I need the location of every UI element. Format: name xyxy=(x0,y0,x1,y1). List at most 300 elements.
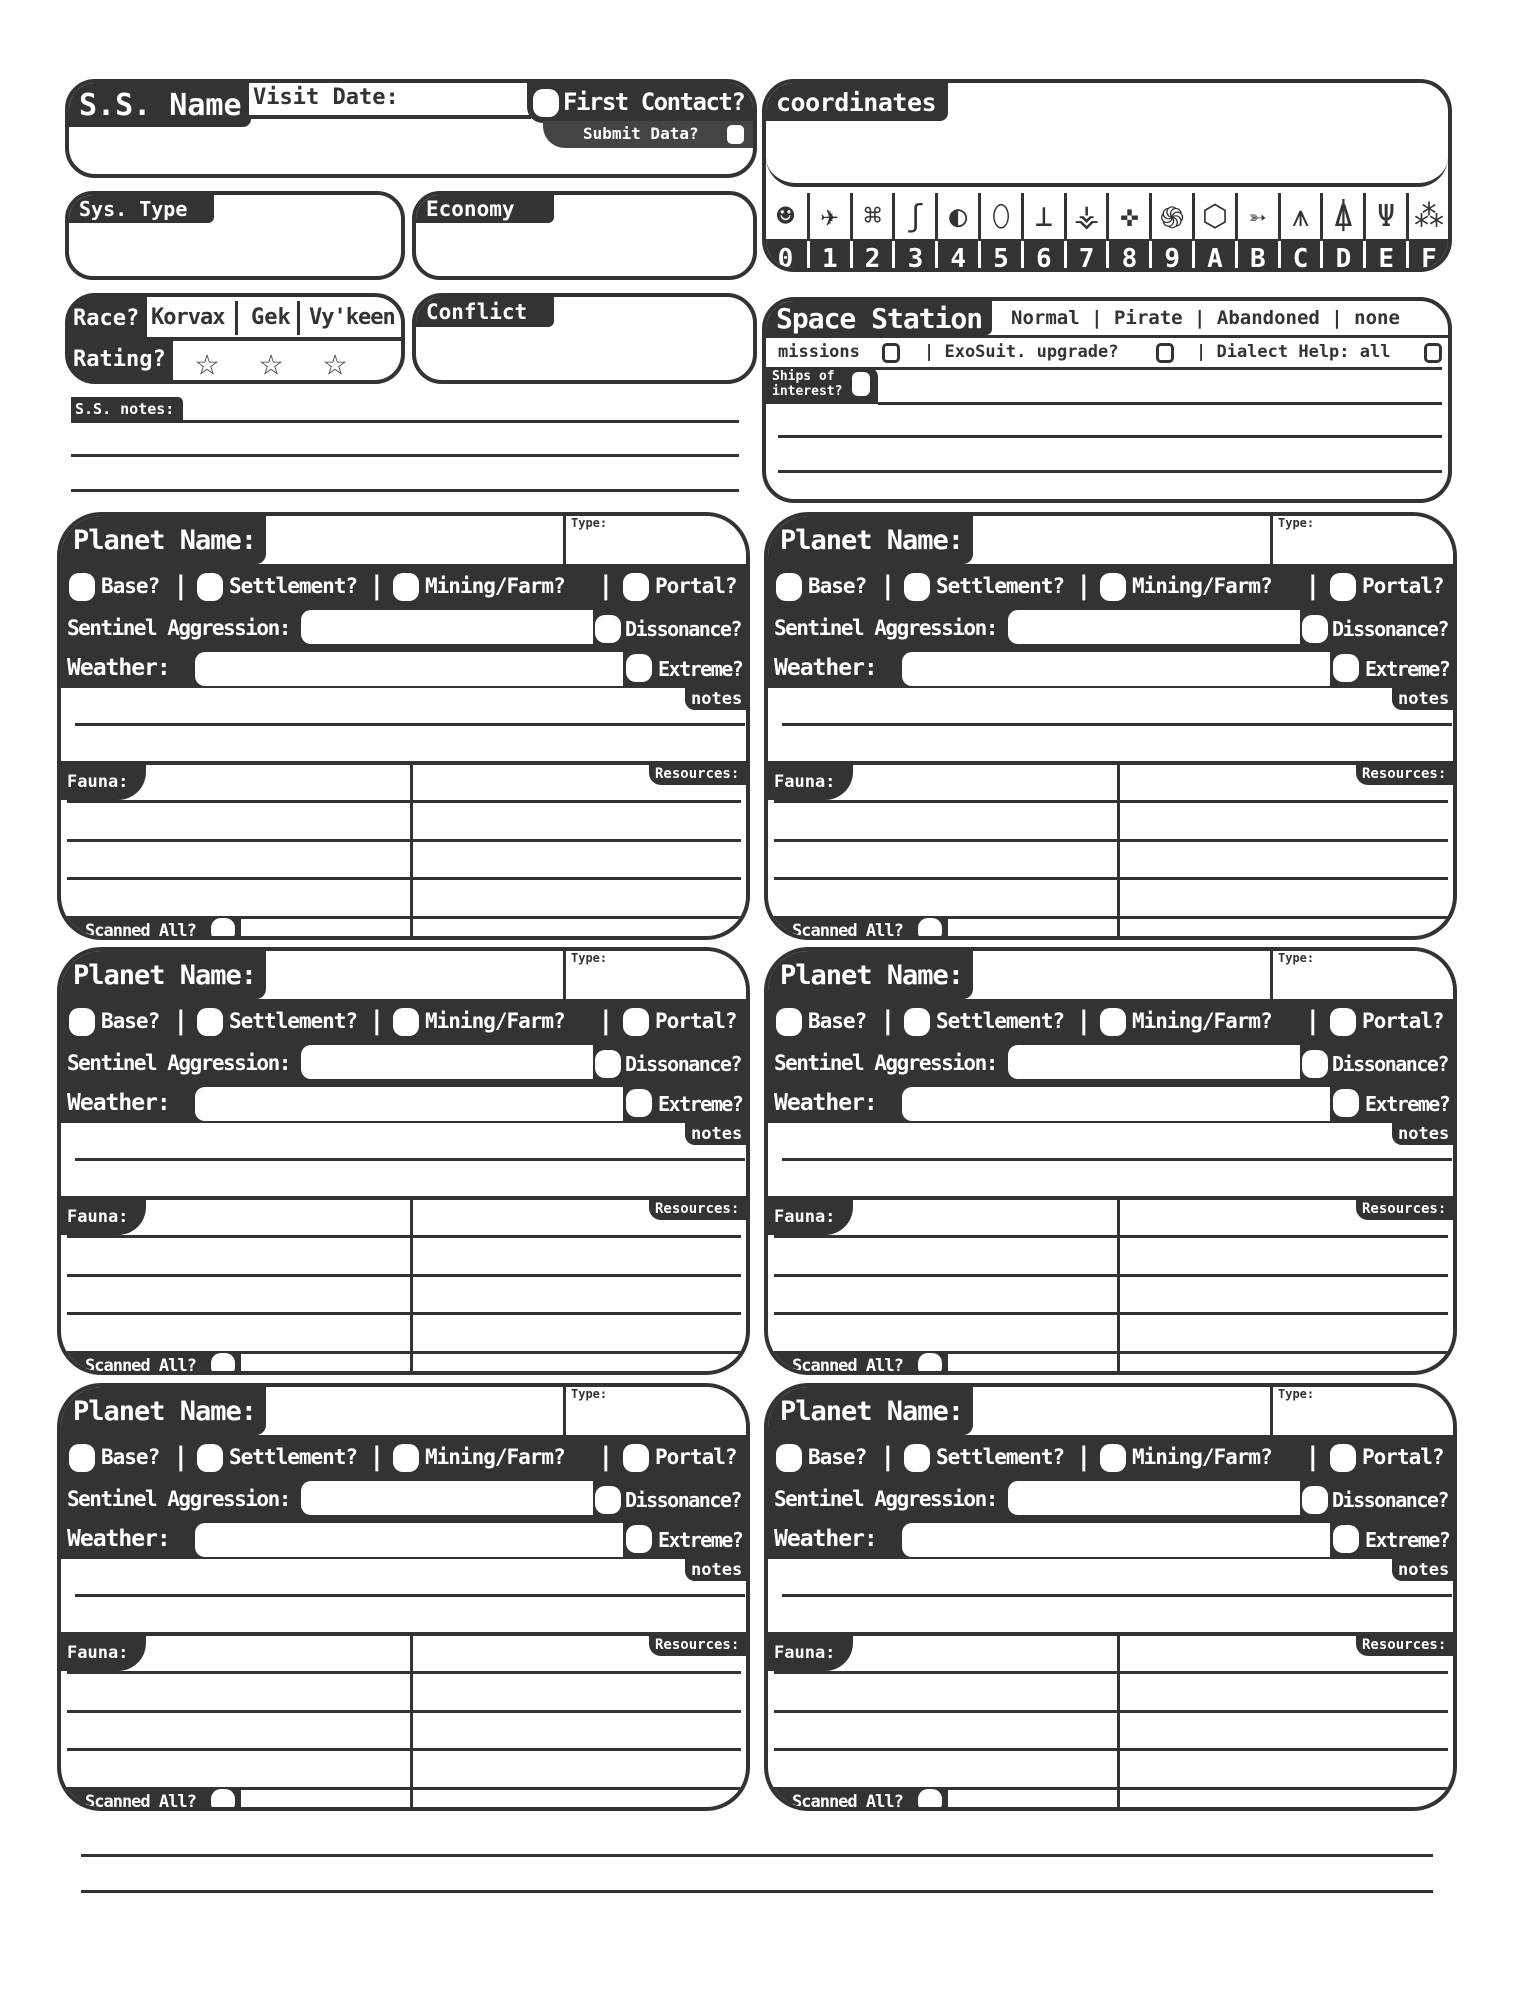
sentinel-aggression-field[interactable] xyxy=(301,1481,593,1515)
planet-name-label: Planet Name: xyxy=(768,1387,973,1435)
mining-farm-label: Mining/Farm? xyxy=(1132,1009,1272,1033)
glyph-digit: 8 xyxy=(1106,241,1149,272)
sentinel-aggression-field[interactable] xyxy=(301,610,593,644)
settlement-label: Settlement? xyxy=(936,1445,1065,1469)
base-checkbox[interactable] xyxy=(69,1008,95,1036)
sentinel-aggression-label: Sentinel Aggression: xyxy=(774,1051,997,1075)
portal-checkbox[interactable] xyxy=(623,1008,649,1036)
race-divider xyxy=(297,301,300,335)
dissonance-checkbox[interactable] xyxy=(595,1050,621,1078)
list-line[interactable] xyxy=(67,839,741,842)
base-label: Base? xyxy=(808,1445,867,1469)
base-checkbox[interactable] xyxy=(776,1444,802,1472)
weather-label: Weather: xyxy=(67,1090,170,1116)
planet-card xyxy=(764,1383,1457,1811)
weather-row xyxy=(768,1083,1453,1123)
sys-type-box xyxy=(65,191,405,280)
settlement-checkbox[interactable] xyxy=(197,1008,223,1036)
separator: | xyxy=(369,1442,385,1472)
separator: | xyxy=(880,1006,896,1036)
race-option-gek[interactable]: Gek xyxy=(251,305,291,330)
planet-name-field[interactable] xyxy=(266,951,566,999)
notes-line[interactable] xyxy=(782,1158,1452,1161)
conflict-label: Conflict xyxy=(416,297,554,327)
visit-date-field[interactable] xyxy=(249,83,531,119)
coordinates-label: coordinates xyxy=(766,83,948,121)
mining-farm-label: Mining/Farm? xyxy=(1132,574,1272,598)
portal-label: Portal? xyxy=(655,1009,737,1033)
mining-farm-checkbox[interactable] xyxy=(1100,1008,1126,1036)
planet-type-field[interactable] xyxy=(569,1387,749,1435)
base-label: Base? xyxy=(101,574,160,598)
glyph-digit: 5 xyxy=(978,241,1021,272)
glyph-digit: 1 xyxy=(807,241,850,272)
glyph-digit: 2 xyxy=(850,241,893,272)
planet-type-field[interactable] xyxy=(1276,1387,1456,1435)
ships-label-line2: interest? xyxy=(772,384,843,399)
list-line[interactable] xyxy=(67,1710,741,1713)
planet-card xyxy=(764,512,1457,940)
settlement-label: Settlement? xyxy=(936,574,1065,598)
scanned-all-area xyxy=(768,916,948,940)
scanned-all-checkbox[interactable] xyxy=(918,918,942,940)
separator: | xyxy=(880,1442,896,1472)
weather-field[interactable] xyxy=(195,652,623,686)
space-station-label: Space Station xyxy=(766,301,992,335)
glyph-digit: F xyxy=(1406,241,1449,272)
list-line[interactable] xyxy=(774,1235,1448,1238)
separator: | xyxy=(1305,1006,1321,1036)
visit-date-label: Visit Date: xyxy=(253,85,399,110)
base-checkbox[interactable] xyxy=(776,1008,802,1036)
fauna-resources-divider xyxy=(410,1634,413,1811)
scanned-all-label: Scanned All? xyxy=(85,1792,196,1811)
voxel-glyph-icon[interactable]: ⬡ xyxy=(1192,193,1235,239)
separator: | xyxy=(369,571,385,601)
weather-row xyxy=(768,1519,1453,1559)
planet-type-field[interactable] xyxy=(569,951,749,999)
base-checkbox[interactable] xyxy=(69,573,95,601)
list-line[interactable] xyxy=(774,839,1448,842)
weather-label: Weather: xyxy=(774,655,877,681)
scanned-all-checkbox[interactable] xyxy=(211,1353,235,1375)
planet-name-label: Planet Name: xyxy=(61,516,266,564)
rating-star-2[interactable]: ☆ xyxy=(259,339,284,384)
economy-box xyxy=(412,191,757,280)
scanned-all-label: Scanned All? xyxy=(792,1792,903,1811)
dissonance-label: Dissonance? xyxy=(1332,617,1448,641)
dissonance-checkbox[interactable] xyxy=(1302,1486,1328,1514)
race-label: Race? xyxy=(69,297,147,339)
mining-farm-label: Mining/Farm? xyxy=(425,574,565,598)
divider xyxy=(766,335,1448,338)
ss-name-label: S.S. Name xyxy=(69,83,251,127)
glyph-digit: E xyxy=(1363,241,1406,272)
list-line[interactable] xyxy=(67,1274,741,1277)
economy-field[interactable] xyxy=(416,225,753,276)
base-checkbox[interactable] xyxy=(776,573,802,601)
footer-line[interactable] xyxy=(81,1854,1433,1857)
galaxy-glyph-icon[interactable]: ֍ xyxy=(1149,193,1192,239)
ss-notes-label: S.S. notes: xyxy=(71,397,183,420)
settlement-checkbox[interactable] xyxy=(904,573,930,601)
dissonance-label: Dissonance? xyxy=(1332,1052,1448,1076)
mining-farm-label: Mining/Farm? xyxy=(425,1445,565,1469)
race-rating-box xyxy=(65,293,405,384)
notes-line[interactable] xyxy=(75,723,745,726)
weather-row xyxy=(768,648,1453,688)
ss-notes-line[interactable] xyxy=(71,420,739,423)
notes-line[interactable] xyxy=(75,1158,745,1161)
dissonance-checkbox[interactable] xyxy=(1302,1050,1328,1078)
base-label: Base? xyxy=(101,1009,160,1033)
rating-star-1[interactable]: ☆ xyxy=(195,339,220,384)
extreme-label: Extreme? xyxy=(1365,1528,1450,1552)
planet-type-field[interactable] xyxy=(569,516,749,564)
portal-checkbox[interactable] xyxy=(623,1444,649,1472)
extreme-checkbox[interactable] xyxy=(626,1525,652,1553)
separator: | xyxy=(598,1442,614,1472)
portal-label: Portal? xyxy=(1362,1445,1444,1469)
separator: | xyxy=(369,1006,385,1036)
list-line[interactable] xyxy=(67,1235,741,1238)
dissonance-checkbox[interactable] xyxy=(595,615,621,643)
separator: | xyxy=(880,571,896,601)
rating-label: Rating? xyxy=(69,339,173,380)
sentinel-row xyxy=(61,610,746,648)
bug-glyph-icon[interactable]: ⚶ xyxy=(1064,193,1107,239)
portal-label: Portal? xyxy=(655,574,737,598)
separator: | xyxy=(1305,1442,1321,1472)
fauna-resources-divider xyxy=(410,763,413,940)
list-line[interactable] xyxy=(774,1312,1448,1315)
planet-name-label: Planet Name: xyxy=(768,516,973,564)
weather-field[interactable] xyxy=(902,1087,1330,1121)
separator: | xyxy=(173,1442,189,1472)
fauna-label: Fauna: xyxy=(61,1198,146,1235)
fauna-label: Fauna: xyxy=(61,763,146,800)
extreme-checkbox[interactable] xyxy=(1333,1525,1359,1553)
list-line[interactable] xyxy=(774,800,1448,803)
resources-label: Resources: xyxy=(1356,1634,1456,1656)
weather-row xyxy=(61,1083,746,1123)
sentinel-aggression-field[interactable] xyxy=(1008,610,1300,644)
mining-farm-checkbox[interactable] xyxy=(393,1444,419,1472)
weather-field[interactable] xyxy=(902,1523,1330,1557)
submit-data-area xyxy=(543,121,757,148)
mining-farm-checkbox[interactable] xyxy=(1100,1444,1126,1472)
glyph-digit: 6 xyxy=(1021,241,1064,272)
ships-line[interactable] xyxy=(778,435,1442,438)
coordinates-box xyxy=(762,79,1452,272)
separator: | xyxy=(598,1006,614,1036)
scanned-all-area xyxy=(768,1787,948,1811)
planet-name-field[interactable] xyxy=(973,516,1273,564)
base-label: Base? xyxy=(808,1009,867,1033)
sentinel-row xyxy=(768,610,1453,648)
ss-name-box xyxy=(65,79,757,178)
extreme-checkbox[interactable] xyxy=(626,654,652,682)
ships-line[interactable] xyxy=(878,402,1442,405)
mining-farm-checkbox[interactable] xyxy=(393,573,419,601)
settlement-label: Settlement? xyxy=(229,1009,358,1033)
planet-features-row xyxy=(61,564,746,610)
fish-glyph-icon[interactable]: ➳ xyxy=(1235,193,1278,239)
glyph-digit: 9 xyxy=(1149,241,1192,272)
dissonance-label: Dissonance? xyxy=(625,1052,741,1076)
conflict-field[interactable] xyxy=(416,329,753,380)
settlement-label: Settlement? xyxy=(229,574,358,598)
notes-line[interactable] xyxy=(75,1594,745,1597)
sentinel-row xyxy=(768,1481,1453,1519)
dissonance-label: Dissonance? xyxy=(1332,1488,1448,1512)
station-type-options[interactable]: Normal | Pirate | Abandoned | none xyxy=(1011,307,1400,329)
weather-field[interactable] xyxy=(195,1523,623,1557)
scanned-all-checkbox[interactable] xyxy=(211,1789,235,1811)
planet-type-label: Type: xyxy=(1278,1387,1315,1401)
list-line[interactable] xyxy=(774,1671,1448,1674)
separator: | xyxy=(173,571,189,601)
race-options xyxy=(147,297,401,337)
settlement-checkbox[interactable] xyxy=(904,1008,930,1036)
sunset-glyph-icon[interactable]: ☻ xyxy=(776,198,795,234)
portal-checkbox[interactable] xyxy=(1330,1008,1356,1036)
dialect-help-checkbox[interactable] xyxy=(1424,343,1442,363)
scanned-all-checkbox[interactable] xyxy=(918,1789,942,1811)
fauna-label: Fauna: xyxy=(61,1634,146,1671)
settlement-label: Settlement? xyxy=(229,1445,358,1469)
sentinel-row xyxy=(768,1045,1453,1083)
extreme-checkbox[interactable] xyxy=(626,1089,652,1117)
scanned-all-checkbox[interactable] xyxy=(918,1353,942,1375)
list-line[interactable] xyxy=(67,800,741,803)
weather-label: Weather: xyxy=(67,1526,170,1552)
portal-checkbox[interactable] xyxy=(623,573,649,601)
tree-glyph-icon[interactable]: Ψ xyxy=(1363,193,1406,239)
planet-name-label: Planet Name: xyxy=(61,1387,266,1435)
settlement-checkbox[interactable] xyxy=(197,573,223,601)
ss-notes-line[interactable] xyxy=(71,489,739,492)
sentinel-aggression-label: Sentinel Aggression: xyxy=(774,616,997,640)
ships-of-interest-checkbox[interactable] xyxy=(852,372,870,396)
race-option-korvax[interactable]: Korvax xyxy=(151,305,225,330)
glyph-digit: D xyxy=(1320,241,1363,272)
exosuit-upgrade-checkbox[interactable] xyxy=(1156,343,1174,363)
dissonance-checkbox[interactable] xyxy=(595,1486,621,1514)
planet-name-field[interactable] xyxy=(266,516,566,564)
extreme-label: Extreme? xyxy=(1365,657,1450,681)
balloon-glyph-icon[interactable]: ⬯ xyxy=(978,193,1021,239)
divider xyxy=(61,761,746,765)
resources-label: Resources: xyxy=(649,1198,749,1220)
sys-type-label: Sys. Type xyxy=(69,195,214,223)
dissonance-label: Dissonance? xyxy=(625,617,741,641)
glyph-digit: 0 xyxy=(777,244,794,272)
scanned-all-area xyxy=(61,1351,241,1375)
separator: | xyxy=(598,571,614,601)
notes-label: notes xyxy=(685,688,749,710)
race-option-vykeen[interactable]: Vy'keen xyxy=(309,305,395,330)
resources-label: Resources: xyxy=(1356,763,1456,785)
glyph-digit: 4 xyxy=(935,241,978,272)
settlement-label: Settlement? xyxy=(936,1009,1065,1033)
extreme-label: Extreme? xyxy=(1365,1092,1450,1116)
planet-type-field[interactable] xyxy=(1276,951,1456,999)
ss-notes-line[interactable] xyxy=(71,454,739,457)
submit-data-label: Submit Data? xyxy=(583,124,699,143)
divider xyxy=(768,1632,1453,1636)
planet-name-label: Planet Name: xyxy=(768,951,973,999)
weather-label: Weather: xyxy=(774,1090,877,1116)
planet-card xyxy=(57,947,750,1375)
list-line[interactable] xyxy=(774,877,1448,880)
portal-checkbox[interactable] xyxy=(1330,573,1356,601)
dissonance-checkbox[interactable] xyxy=(1302,615,1328,643)
list-line[interactable] xyxy=(67,1312,741,1315)
list-line[interactable] xyxy=(774,1710,1448,1713)
planet-type-field[interactable] xyxy=(1276,516,1456,564)
planet-name-field[interactable] xyxy=(266,1387,566,1435)
planet-features-row xyxy=(768,564,1453,610)
dissonance-label: Dissonance? xyxy=(625,1488,741,1512)
sentinel-aggression-field[interactable] xyxy=(301,1045,593,1079)
notes-label: notes xyxy=(1392,1123,1456,1145)
resources-label: Resources: xyxy=(649,1634,749,1656)
extreme-label: Extreme? xyxy=(658,1528,743,1552)
divider xyxy=(61,1632,746,1636)
planet-type-label: Type: xyxy=(571,516,608,530)
rocket-glyph-icon[interactable]: ⍋ xyxy=(1320,193,1363,239)
fauna-resources-divider xyxy=(1117,763,1120,940)
planet-type-label: Type: xyxy=(1278,951,1315,965)
sys-type-field[interactable] xyxy=(69,225,401,276)
planet-name-field[interactable] xyxy=(973,951,1273,999)
dragonfly-glyph-icon[interactable]: ✜ xyxy=(1106,193,1149,239)
conflict-box xyxy=(412,293,757,384)
base-checkbox[interactable] xyxy=(69,1444,95,1472)
first-contact-area xyxy=(527,83,757,123)
list-line[interactable] xyxy=(774,1274,1448,1277)
weather-row xyxy=(61,1519,746,1559)
weather-label: Weather: xyxy=(774,1526,877,1552)
mining-farm-label: Mining/Farm? xyxy=(425,1009,565,1033)
notes-line[interactable] xyxy=(782,723,1452,726)
base-label: Base? xyxy=(808,574,867,598)
notes-label: notes xyxy=(685,1559,749,1581)
diplo-glyph-icon[interactable]: ʃ xyxy=(892,193,935,239)
scanned-all-label: Scanned All? xyxy=(85,1356,196,1375)
atlas-glyph-icon[interactable]: ⁂ xyxy=(1406,193,1449,239)
separator: | xyxy=(1076,1442,1092,1472)
first-contact-label: First Contact? xyxy=(563,88,745,116)
weather-field[interactable] xyxy=(902,652,1330,686)
portal-label: Portal? xyxy=(655,1445,737,1469)
sentinel-aggression-field[interactable] xyxy=(1008,1481,1300,1515)
planet-type-label: Type: xyxy=(571,1387,608,1401)
divider xyxy=(768,1196,1453,1200)
settlement-checkbox[interactable] xyxy=(904,1444,930,1472)
resources-label: Resources: xyxy=(1356,1198,1456,1220)
first-contact-checkbox[interactable] xyxy=(533,89,559,117)
space-station-box xyxy=(762,297,1452,503)
sentinel-aggression-field[interactable] xyxy=(1008,1045,1300,1079)
boat-glyph-icon[interactable]: ⊥ xyxy=(1021,193,1064,239)
planet-name-field[interactable] xyxy=(973,1387,1273,1435)
sentinel-aggression-label: Sentinel Aggression: xyxy=(67,1051,290,1075)
scanned-all-label: Scanned All? xyxy=(85,921,196,940)
list-line[interactable] xyxy=(774,1748,1448,1751)
planet-card xyxy=(57,512,750,940)
ships-line[interactable] xyxy=(778,470,1442,473)
portal-checkbox[interactable] xyxy=(1330,1444,1356,1472)
list-line[interactable] xyxy=(67,877,741,880)
glyph-digit: A xyxy=(1192,241,1235,272)
extreme-checkbox[interactable] xyxy=(1333,1089,1359,1117)
settlement-checkbox[interactable] xyxy=(197,1444,223,1472)
footer-line[interactable] xyxy=(81,1890,1433,1893)
missions-checkbox[interactable] xyxy=(882,343,900,363)
planet-type-label: Type: xyxy=(1278,516,1315,530)
face-glyph-icon[interactable]: ⌘ xyxy=(850,193,893,239)
extreme-label: Extreme? xyxy=(658,657,743,681)
rating-star-3[interactable]: ☆ xyxy=(323,339,348,384)
tent-glyph-icon[interactable]: ⩚ xyxy=(1278,193,1321,239)
glyph-digit: 7 xyxy=(1064,241,1107,272)
sentinel-aggression-label: Sentinel Aggression: xyxy=(67,616,290,640)
scanned-all-checkbox[interactable] xyxy=(211,918,235,940)
notes-line[interactable] xyxy=(782,1594,1452,1597)
portal-label: Portal? xyxy=(1362,574,1444,598)
race-divider xyxy=(235,301,238,335)
mining-farm-checkbox[interactable] xyxy=(393,1008,419,1036)
divider xyxy=(768,761,1453,765)
base-label: Base? xyxy=(101,1445,160,1469)
separator: | xyxy=(1076,1006,1092,1036)
glyph-digit: 3 xyxy=(892,241,935,272)
ships-of-interest-label xyxy=(766,367,878,404)
planet-card xyxy=(57,1383,750,1811)
sentinel-aggression-label: Sentinel Aggression: xyxy=(774,1487,997,1511)
ships-label-line1: Ships of xyxy=(772,369,835,384)
coordinates-field[interactable] xyxy=(766,121,1448,187)
dialect-help-label: | Dialect Help: all xyxy=(1196,342,1391,362)
separator: | xyxy=(173,1006,189,1036)
planet-features-row xyxy=(768,1435,1453,1481)
weather-field[interactable] xyxy=(195,1087,623,1121)
fauna-label: Fauna: xyxy=(768,1634,853,1671)
rating-stars xyxy=(173,339,401,384)
notes-label: notes xyxy=(685,1123,749,1145)
fauna-resources-divider xyxy=(1117,1634,1120,1811)
mining-farm-checkbox[interactable] xyxy=(1100,573,1126,601)
extreme-checkbox[interactable] xyxy=(1333,654,1359,682)
weather-row xyxy=(61,648,746,688)
weather-label: Weather: xyxy=(67,655,170,681)
bird-glyph-icon[interactable]: ✈ xyxy=(807,193,850,239)
glyph-digit: B xyxy=(1235,241,1278,272)
portal-label: Portal? xyxy=(1362,1009,1444,1033)
submit-data-checkbox[interactable] xyxy=(727,125,744,144)
separator: | xyxy=(1305,571,1321,601)
planet-features-row xyxy=(61,999,746,1045)
eclipse-glyph-icon[interactable]: ◐ xyxy=(935,193,978,239)
fauna-resources-divider xyxy=(410,1198,413,1375)
planet-features-row xyxy=(61,1435,746,1481)
economy-label: Economy xyxy=(416,195,554,223)
list-line[interactable] xyxy=(67,1671,741,1674)
notes-label: notes xyxy=(1392,688,1456,710)
list-line[interactable] xyxy=(67,1748,741,1751)
